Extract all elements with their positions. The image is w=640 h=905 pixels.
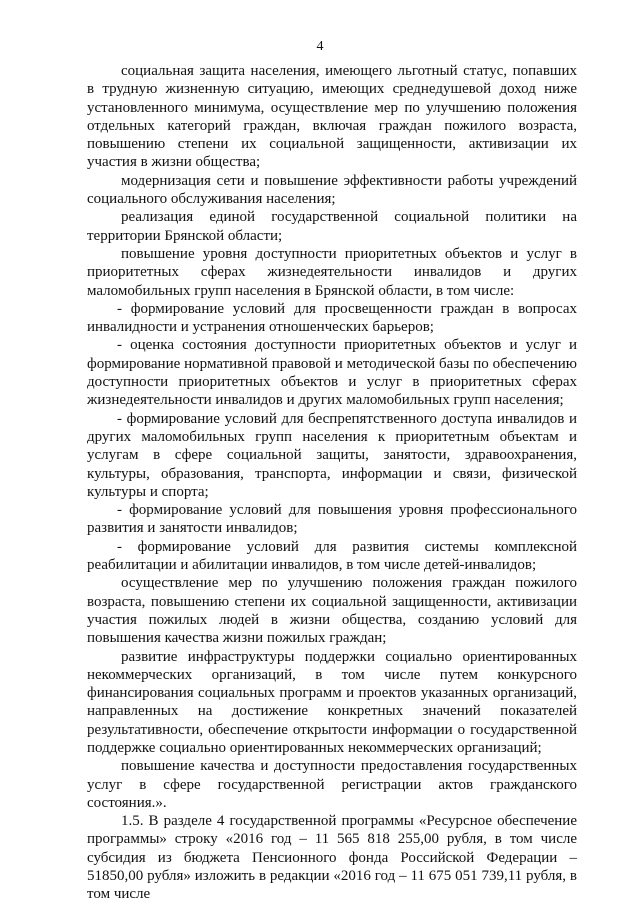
list-item-unobstructed-access: - формирование условий для беспрепятственного доступа инвалидов и других маломобильных групп населения к приоритетным объектам и услугам в сфере социальной защиты, занятости, здравоохранения, культуры, образования, транспорта, информации и связи, физической культуры и спорта; — [87, 410, 577, 500]
paragraph-section-1-5: 1.5. В разделе 4 государственной программы «Ресурсное обеспечение программы» строку «2016 год – 11 565 818 255,00 рубля, в том числе субсидия из бюджета Пенсионного фонда Российской Федерации – 51850,00 рубля» изложить в редакции «2016 год – 11 675 051 739,11 рубля, в том числе — [87, 813, 577, 903]
page-number: 4 — [316, 39, 324, 54]
list-item-awareness: - формирование условий для просвещенности граждан в вопросах инвалидности и устранения отношенческих барьеров; — [87, 300, 577, 336]
list-item-assessment: - оценка состояния доступности приоритетных объектов и услуг и формирование нормативной правовой и методической базы по обеспечению доступности приоритетных объектов и услуг в приоритетных сферах жизнедеятельности инвалидов и других маломобильных групп населения; — [87, 337, 577, 409]
paragraph-accessibility: повышение уровня доступности приоритетных объектов и услуг в приоритетных сферах жизнедеятельности инвалидов и других маломобильных групп населения в Брянской области, в том числе: — [87, 245, 577, 299]
list-item-employment: - формирование условий для повышения уровня профессионального развития и занятости инвалидов; — [87, 502, 577, 537]
paragraph-modernization: модернизация сети и повышение эффективности работы учреждений социального обслуживания населения; — [87, 172, 577, 208]
paragraph-registry-services: повышение качества и доступности предоставления государственных услуг в сфере государственной регистрации актов гражданского состояния.». — [87, 758, 577, 811]
paragraph-elderly: осуществление мер по улучшению положения граждан пожилого возраста, повышению степени их социальной защищенности, активизации участия пожилых людей в жизни общества, созданию условий для повышения качества жизни пожилых граждан; — [87, 575, 577, 647]
paragraph-state-policy: реализация единой государственной социальной политики на территории Брянской области; — [87, 209, 577, 244]
paragraph-nonprofit: развитие инфраструктуры поддержки социально ориентированных некоммерческих организаций, в том числе путем конкурсного финансирования социальных программ и проектов указанных организаций, направленных на достижение конкретных значений показателей результативности, обеспечение открытости информации о государственной поддержке социально ориентированных некоммерческих организаций; — [87, 648, 577, 756]
list-item-rehabilitation: - формирование условий для развития системы комплексной реабилитации и абилитации инвалидов, в том числе детей-инвалидов; — [87, 538, 577, 574]
document-body — [87, 62, 577, 904]
paragraph-social-protection: социальная защита населения, имеющего льготный статус, попавших в трудную жизненную ситуацию, имеющих среднедушевой доход ниже установленного минимума, осуществление мер по улучшению положения отдельных категорий граждан, включая граждан пожилого возраста, повышению степени их социальной защищенности, активизации их участия в жизни общества; — [87, 63, 577, 171]
